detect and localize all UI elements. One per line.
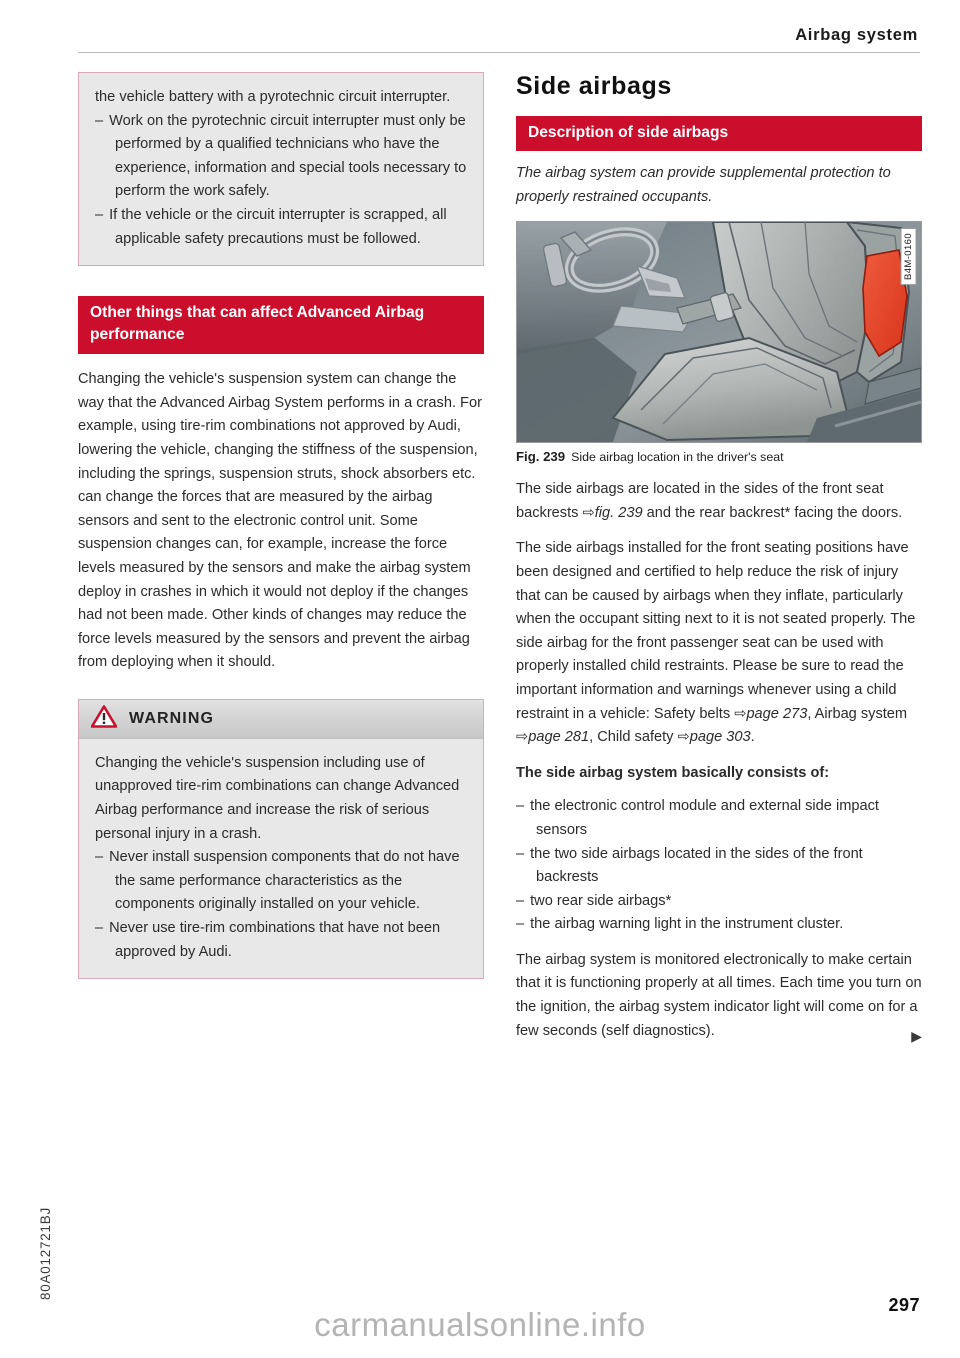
dash-bullet: –: [95, 112, 104, 129]
list-item-text: Never install suspension components that do not have the same performance characteristics as the components originally installed on your vehicle.: [109, 849, 460, 913]
left-body-paragraph: Changing the vehicle's suspension system can change the way that the Advanced Airbag System performs in a crash. For example, using tire-rim combinations not approved by Audi, lowering the vehicle, changing the stiffness of the suspension, including the springs, suspension struts, shock absorbers etc. can change the forces that are measured by the airbag sensors and sent to the electronic control unit. Some suspension changes can, for example, increase the force levels measured by the sensors and make the airbag system deploy in crashes in which it would not deploy if the changes had not been made. Other kinds of changes may reduce the force levels measured by the sensors and prevent the airbag from deploying when it should.: [78, 371, 482, 671]
cross-reference-label: page 281: [528, 729, 590, 746]
figure-caption-text: Side airbag location in the driver's seat: [571, 450, 784, 465]
section-banner-other-things: Other things that can affect Advanced Airbag performance: [78, 296, 484, 354]
right-paragraph-3: The airbag system is monitored electronically to make certain that it is functioning properly at all times. Each time you turn on the ignition, the airbag system indicator light will come on for a few seconds (self diagnostics).: [516, 951, 922, 1039]
list-item: [516, 843, 922, 890]
list-item-text: If the vehicle or the circuit interrupter is scrapped, all applicable safety precautions must be followed.: [109, 206, 447, 247]
part-number: 80A012721BJ: [38, 1207, 53, 1300]
list-item-text: Work on the pyrotechnic circuit interrupter must only be performed by a qualified technicians who have the experience, information and special tools necessary to perform the work safely.: [109, 112, 467, 200]
paragraph-1-text-a: The side airbags are located in the sides of the front seat backrests: [516, 481, 884, 521]
arrow-icon: ⇨: [516, 729, 529, 746]
warning-box-header: [79, 700, 483, 739]
figure-image-seat-side-airbag: [516, 221, 922, 443]
dash-bullet: –: [516, 845, 525, 862]
section-intro: The airbag system can provide supplemental protection to properly restrained occupants.: [516, 165, 891, 205]
list-item: [516, 913, 922, 937]
figure-239: [516, 221, 922, 464]
watermark: carmanualsonline.info: [314, 1306, 646, 1343]
paragraph-2-mid-2: , Child safety: [589, 729, 678, 746]
dash-bullet: –: [516, 798, 525, 815]
page-columns: [78, 72, 922, 1043]
running-head-title: Airbag system: [795, 26, 918, 44]
warning-triangle-icon: [91, 705, 117, 733]
note-box-continued: [78, 72, 484, 266]
paragraph-2-end: .: [750, 729, 755, 746]
warning-box-body: [79, 739, 483, 978]
list-item: [95, 204, 467, 251]
dash-bullet: –: [516, 916, 525, 933]
cross-reference-page-273: [734, 706, 807, 722]
cross-reference-page-303: [678, 729, 751, 745]
arrow-icon: ⇨: [677, 729, 690, 746]
dash-bullet: –: [95, 849, 104, 866]
warning-paragraph: Changing the vehicle's suspension including use of unapproved tire-rim combinations can change Advanced Airbag performance and increase the risk of serious personal injury in a crash.: [95, 754, 460, 842]
list-item-text: the airbag warning light in the instrument cluster.: [530, 916, 844, 933]
cross-reference-label: page 273: [746, 705, 808, 722]
dash-bullet: –: [95, 920, 104, 937]
list-item-text: two rear side airbags*: [530, 892, 672, 909]
dash-bullet: –: [95, 206, 104, 223]
right-paragraph-2: [516, 537, 922, 749]
warning-label: WARNING: [129, 709, 215, 727]
note-box-body: [79, 73, 483, 265]
paragraph-2-text-a: The side airbags installed for the front seating positions have been designed and certified to help reduce the risk of injury that can be caused by airbags when they inflate, particularly when the occupant sitting next to it is not seated properly. The side airbag for the front passenger seat can be used with properly installed child restraints. Please be sure to read the important information and warnings whenever using a child restraint in a vehicle: Safety belts: [516, 540, 916, 722]
arrow-icon: ⇨: [734, 705, 747, 722]
paragraph-2-mid-1: , Airbag system: [807, 705, 908, 722]
list-lead-text: The side airbag system basically consists of:: [516, 764, 830, 781]
right-paragraph-1: [516, 478, 922, 525]
cross-reference-page-281: [516, 729, 589, 745]
paragraph-1-text-b: and the rear backrest* facing the doors.: [642, 504, 903, 521]
left-column: [78, 72, 484, 1043]
side-airbag-components-list: [516, 795, 922, 937]
continuation-marker-icon: ▶: [911, 1028, 922, 1045]
list-item-text: the two side airbags located in the sides of the front backrests: [530, 845, 863, 886]
cross-reference-label: fig. 239: [594, 504, 643, 521]
warning-list: [95, 846, 467, 964]
figure-caption: [516, 449, 922, 464]
cross-reference-fig-239: [583, 505, 643, 521]
page-title: Side airbags: [516, 72, 672, 100]
cross-reference-label: page 303: [689, 729, 751, 746]
dash-bullet: –: [516, 892, 525, 909]
note-box-list: [95, 110, 467, 252]
header-rule: [78, 52, 920, 53]
list-item: [95, 846, 467, 917]
section-banner-description: Description of side airbags: [516, 116, 922, 151]
page-header: [78, 26, 920, 56]
figure-number: Fig. 239: [516, 449, 566, 465]
note-box-lead: the vehicle battery with a pyrotechnic circuit interrupter.: [95, 89, 451, 105]
page-number: 297: [888, 1295, 920, 1315]
right-column: [516, 72, 922, 1043]
list-item-text: the electronic control module and external side impact sensors: [530, 798, 879, 838]
list-item: [95, 917, 467, 964]
arrow-icon: ⇨: [582, 504, 595, 521]
list-item: [516, 890, 922, 914]
figure-source-code: B4M-0160: [901, 228, 917, 285]
list-item-text: Never use tire-rim combinations that have not been approved by Audi.: [109, 920, 441, 960]
list-item: [95, 110, 467, 204]
list-item: [516, 795, 922, 842]
warning-box: [78, 699, 484, 979]
